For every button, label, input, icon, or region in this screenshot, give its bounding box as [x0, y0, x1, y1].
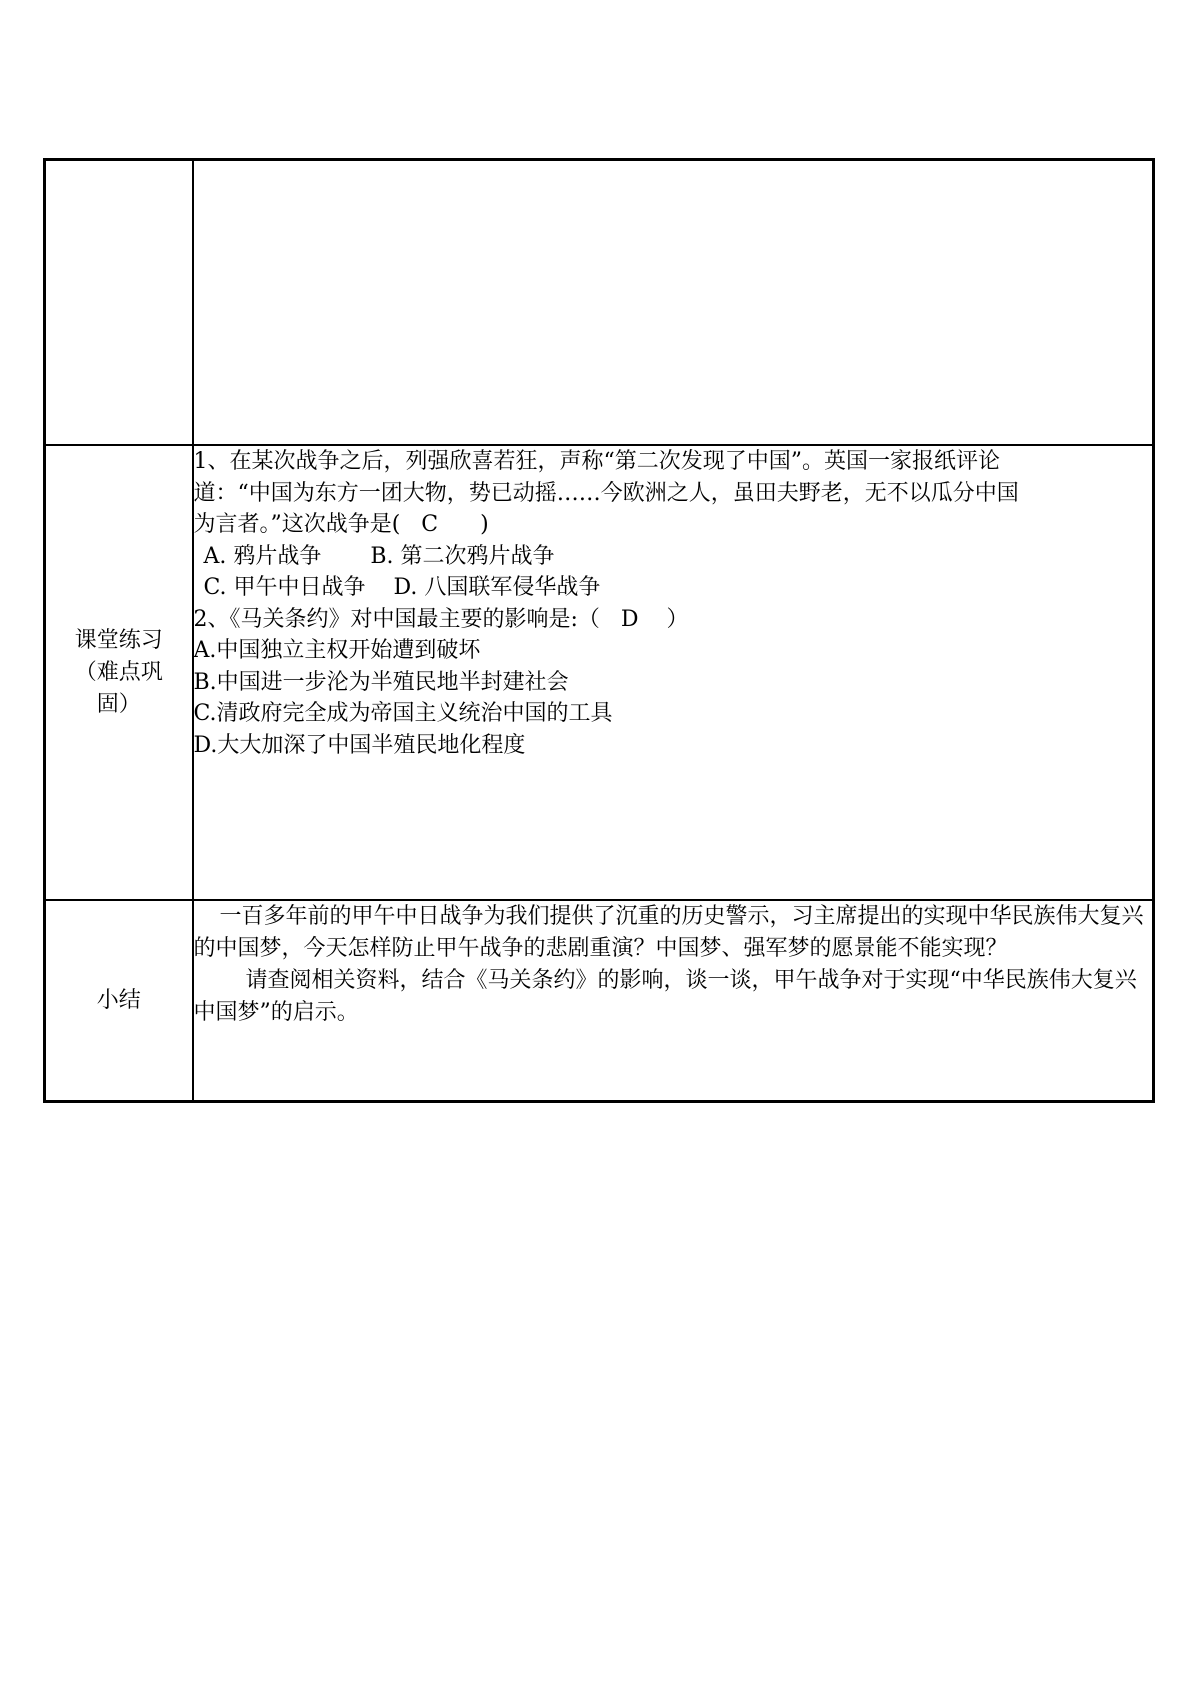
question-1-options-cd: C. 甲午中日战争 D. 八国联军侵华战争 [203, 575, 601, 600]
summary-paragraph-1: 一百多年前的甲午中日战争为我们提供了沉重的历史警示，习主席提出的实现中华民族伟大复兴的中国梦，今天怎样防止甲午战争的悲剧重演？中国梦、强军梦的愿景能不能实现？ [193, 904, 1144, 961]
question-1-options-ab: A. 鸦片战争 B. 第二次鸦片战争 [203, 543, 555, 569]
practice-label-line3: 固） [96, 691, 141, 717]
practice-label-line2: （难点巩 [74, 659, 163, 685]
question-1-line3: 为言者。”这次战争是( C ) [193, 512, 489, 537]
blank-content-cell [193, 160, 1154, 446]
blank-label-cell [45, 160, 193, 446]
question-1-line1: 1、在某次战争之后，列强欣喜若狂，声称“第二次发现了中国”。英国一家报纸评论 [193, 449, 1000, 474]
practice-label-cell [45, 445, 193, 900]
table-row-summary [45, 900, 1154, 1102]
practice-content-cell [193, 445, 1154, 900]
summary-content-cell [193, 900, 1154, 1102]
question-2-option-d: D.大大加深了中国半殖民地化程度 [193, 732, 526, 758]
practice-label-line1: 课堂练习 [74, 627, 163, 653]
question-2-stem: 2、《马关条约》对中国最主要的影响是:（ D ） [193, 606, 689, 632]
summary-label: 小结 [96, 987, 141, 1013]
summary-label-cell [45, 900, 193, 1102]
practice-label [46, 625, 192, 721]
question-2-option-a: A.中国独立主权开始遭到破坏 [193, 638, 481, 663]
question-2-option-b: B.中国进一步沦为半殖民地半封建社会 [193, 669, 569, 695]
lesson-table [43, 158, 1155, 1103]
table-row-blank [45, 160, 1154, 446]
table-row-practice [45, 445, 1154, 900]
summary-paragraph-2: 请查阅相关资料，结合《马关条约》的影响，谈一谈，甲午战争对于实现“中华民族伟大复兴中国梦”的启示。 [193, 968, 1137, 1025]
question-1-line2: 道：“中国为东方一团大物，势已动摇……今欧洲之人，虽田夫野老，无不以瓜分中国 [193, 480, 1019, 506]
question-2-option-c: C.清政府完全成为帝国主义统治中国的工具 [193, 701, 613, 726]
